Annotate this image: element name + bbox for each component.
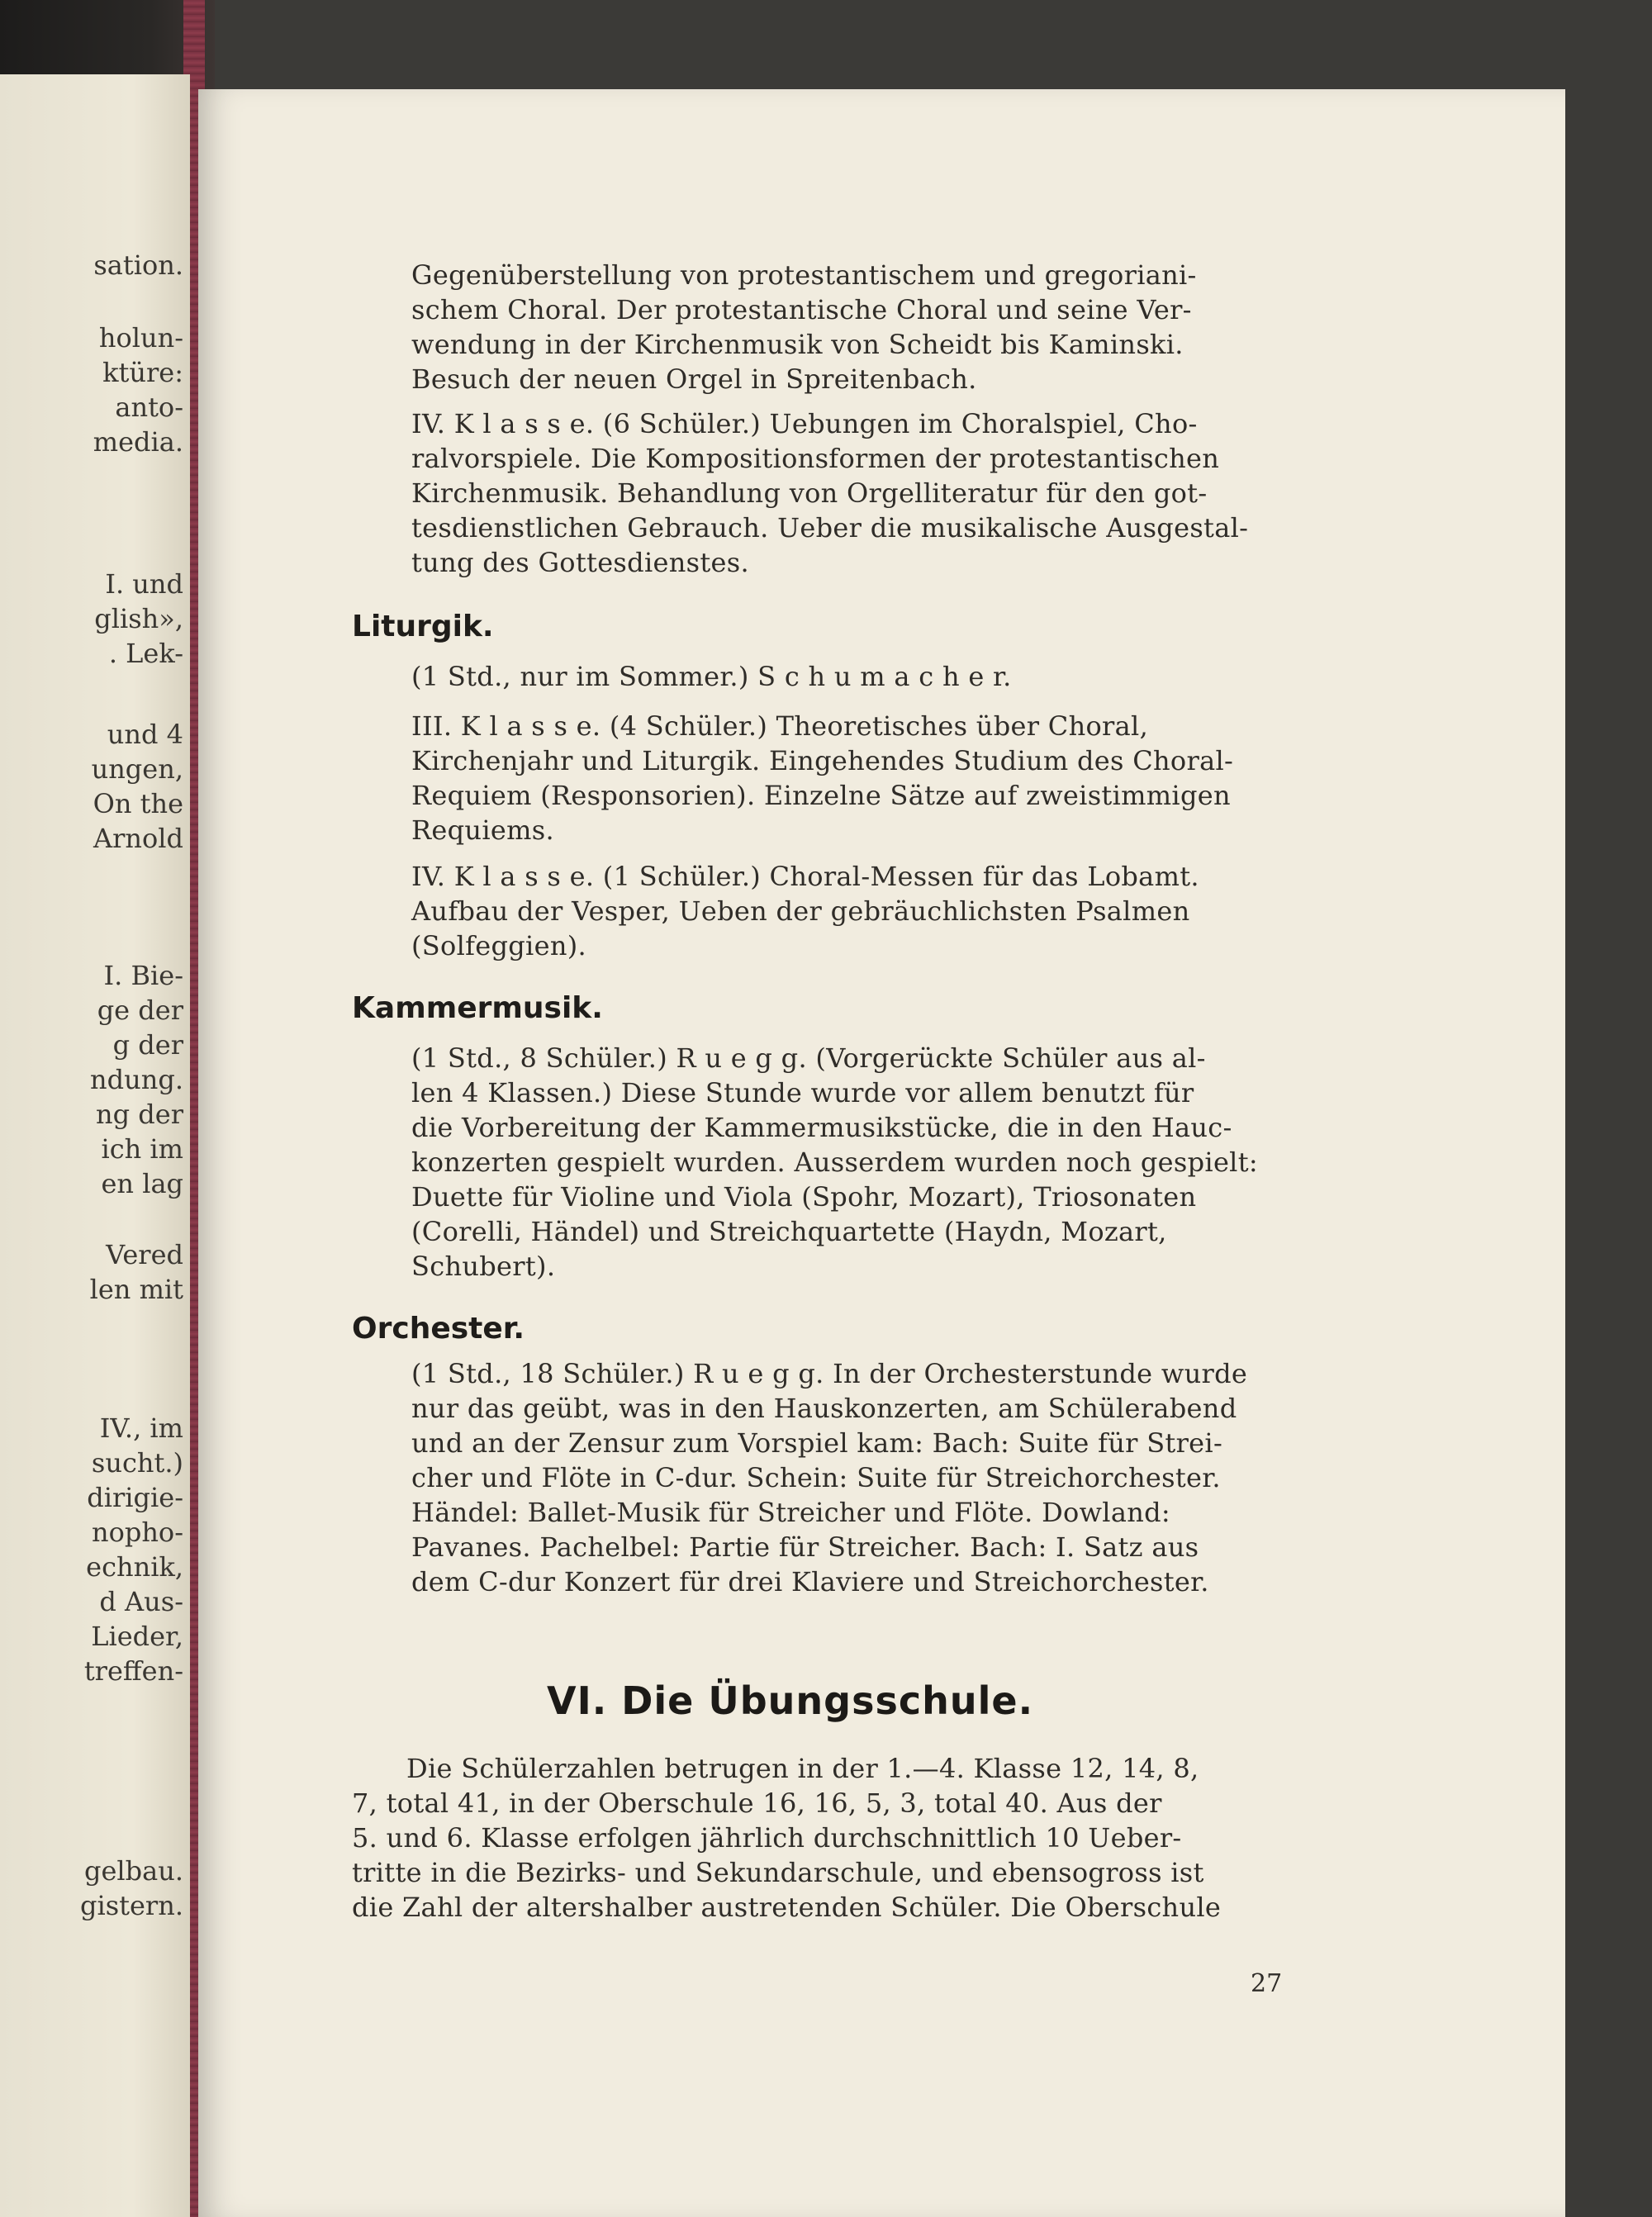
left-page-line: sucht.) (91, 1447, 183, 1479)
heading-kammermusik: Kammermusik. (352, 991, 603, 1025)
body-text-line: (1 Std., nur im Sommer.) S c h u m a c h e r. (411, 661, 1012, 692)
body-text-line: Requiem (Responsorien). Einzelne Sätze auf zweistimmigen (411, 780, 1231, 811)
left-page (0, 74, 190, 2217)
left-page-line: IV., im (99, 1412, 183, 1444)
left-page-line: sation. (93, 249, 183, 281)
body-text-line: tesdienstlichen Gebrauch. Ueber die musikalische Ausgestal- (411, 512, 1249, 544)
body-text-line: Die Schülerzahlen betrugen in der 1.—4. Klasse 12, 14, 8, (406, 1753, 1199, 1784)
body-text-line: IV. K l a s s e. (6 Schüler.) Uebungen im Choralspiel, Cho- (411, 408, 1198, 439)
left-page-line: On the (93, 788, 183, 819)
heading-orchester: Orchester. (352, 1312, 525, 1346)
left-page-line: g der (112, 1029, 183, 1061)
left-page-line: I. und (105, 568, 183, 600)
body-text-line: konzerten gespielt wurden. Ausserdem wurden noch gespielt: (411, 1146, 1258, 1178)
left-page-line: dirigie- (87, 1482, 183, 1513)
left-page-line: treffen- (83, 1655, 183, 1687)
body-text-line: Besuch der neuen Orgel in Spreitenbach. (411, 363, 977, 395)
left-page-line: echnik, (86, 1551, 183, 1583)
left-page-line: nopho- (91, 1517, 183, 1548)
left-page-line: ich im (101, 1133, 183, 1165)
body-text-line: tung des Gottesdienstes. (411, 547, 749, 578)
left-page-line: Vered (106, 1239, 183, 1270)
left-page-line: holun- (98, 322, 183, 354)
left-page-line: . Lek- (108, 638, 183, 669)
left-page-line: anto- (115, 392, 183, 423)
left-page-line: d Aus- (99, 1586, 183, 1617)
left-page-line: gistern. (79, 1890, 183, 1921)
body-text-line: wendung in der Kirchenmusik von Scheidt bis Kaminski. (411, 329, 1184, 360)
body-text-line: Kirchenmusik. Behandlung von Orgelliteratur für den got- (411, 477, 1208, 509)
left-page-line: len mit (89, 1274, 183, 1305)
left-page-line: ge der (97, 995, 183, 1026)
body-text-line: (1 Std., 18 Schüler.) R u e g g. In der Orchesterstunde wurde (411, 1358, 1248, 1389)
body-text-line: die Zahl der altershalber austretenden Schüler. Die Oberschule (352, 1892, 1222, 1923)
body-text-line: schem Choral. Der protestantische Choral und seine Ver- (411, 294, 1192, 325)
left-page-line: Lieder, (91, 1621, 183, 1652)
body-text-line: Requiems. (411, 814, 554, 846)
body-text-line: Kirchenjahr und Liturgik. Eingehendes Studium des Choral- (411, 745, 1234, 776)
body-text-line: Händel: Ballet-Musik für Streicher und Flöte. Dowland: (411, 1497, 1170, 1528)
body-text-line: (1 Std., 8 Schüler.) R u e g g. (Vorgerückte Schüler aus al- (411, 1042, 1206, 1074)
body-text-line: Schubert). (411, 1251, 556, 1282)
body-text-line: IV. K l a s s e. (1 Schüler.) Choral-Messen für das Lobamt. (411, 861, 1199, 892)
left-page-line: gelbau. (84, 1855, 183, 1887)
left-page-line: und 4 (107, 719, 183, 750)
body-text-line: III. K l a s s e. (4 Schüler.) Theoretisches über Choral, (411, 710, 1149, 742)
body-text-line: tritte in die Bezirks- und Sekundarschule, und ebensogross ist (352, 1857, 1204, 1888)
left-page-line: glish», (94, 603, 183, 634)
left-page-line: I. Bie- (103, 960, 183, 991)
body-text-line: Gegenüberstellung von protestantischem und gregoriani- (411, 259, 1197, 291)
body-text-line: 5. und 6. Klasse erfolgen jährlich durchschnittlich 10 Ueber- (352, 1822, 1182, 1854)
body-text-line: (Solfeggien). (411, 930, 586, 961)
body-text-line: len 4 Klassen.) Diese Stunde wurde vor allem benutzt für (411, 1077, 1194, 1108)
body-text-line: 7, total 41, in der Oberschule 16, 16, 5, 3, total 40. Aus der (352, 1787, 1162, 1819)
body-text-line: Duette für Violine und Viola (Spohr, Mozart), Triosonaten (411, 1181, 1197, 1213)
heading-liturgik: Liturgik. (352, 610, 494, 643)
body-text-line: (Corelli, Händel) und Streichquartette (Haydn, Mozart, (411, 1216, 1167, 1247)
left-page-line: ndung. (90, 1064, 183, 1095)
body-text-line: die Vorbereitung der Kammermusikstücke, die in den Hauc- (411, 1112, 1232, 1143)
body-text-line: Pavanes. Pachelbel: Partie für Streicher. Bach: I. Satz aus (411, 1531, 1199, 1563)
page-number: 27 (1251, 1969, 1283, 1998)
left-page-line: en lag (101, 1168, 183, 1199)
left-page-line: ungen, (91, 753, 183, 785)
body-text-line: ralvorspiele. Die Kompositionsformen der protestantischen (411, 443, 1220, 474)
right-page (198, 89, 1565, 2217)
left-page-line: Arnold (93, 823, 183, 854)
section-title: VI. Die Übungsschule. (547, 1678, 1034, 1723)
body-text-line: cher und Flöte in C-dur. Schein: Suite für Streichorchester. (411, 1462, 1221, 1493)
left-page-line: media. (93, 426, 183, 458)
body-text-line: nur das geübt, was in den Hauskonzerten, am Schülerabend (411, 1393, 1237, 1424)
body-text-line: dem C-dur Konzert für drei Klaviere und Streichorchester. (411, 1566, 1209, 1597)
left-page-line: ng der (96, 1099, 183, 1130)
body-text-line: Aufbau der Vesper, Ueben der gebräuchlichsten Psalmen (411, 895, 1190, 927)
body-text-line: und an der Zensur zum Vorspiel kam: Bach: Suite für Strei- (411, 1427, 1223, 1459)
left-page-line: ktüre: (102, 357, 183, 388)
